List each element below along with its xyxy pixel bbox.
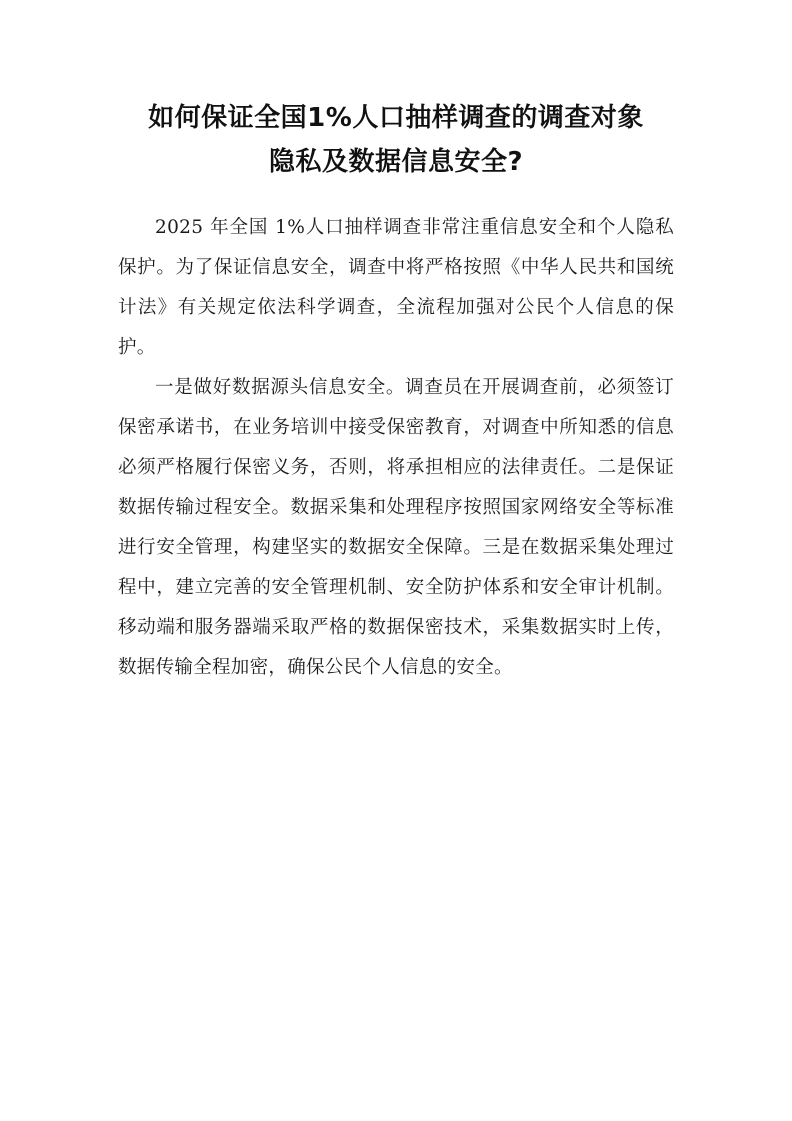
- document-body: [118, 208, 674, 688]
- paragraph-intro: 2025 年全国 1%人口抽样调查非常注重信息安全和个人隐私保护。为了保证信息安全，调查中将严格按照《中华人民共和国统计法》有关规定依法科学调查，全流程加强对公民个人信息的保护。: [118, 217, 674, 358]
- paragraph-measures: 一是做好数据源头信息安全。调查员在开展调查前，必须签订保密承诺书，在业务培训中接受保密教育，对调查中所知悉的信息必须严格履行保密义务，否则，将承担相应的法律责任。二是保证数据传输过程安全。数据采集和处理程序按照国家网络安全等标准进行安全管理，构建坚实的数据安全保障。三是在数据采集处理过程中，建立完善的安全管理机制、安全防护体系和安全审计机制。移动端和服务器端采取严格的数据保密技术，采集数据实时上传，数据传输全程加密，确保公民个人信息的安全。: [118, 377, 674, 678]
- title-line-1: 如何保证全国1%人口抽样调查的调查对象: [148, 103, 644, 133]
- document-title: [118, 96, 674, 184]
- title-line-2: 隐私及数据信息安全?: [268, 147, 524, 177]
